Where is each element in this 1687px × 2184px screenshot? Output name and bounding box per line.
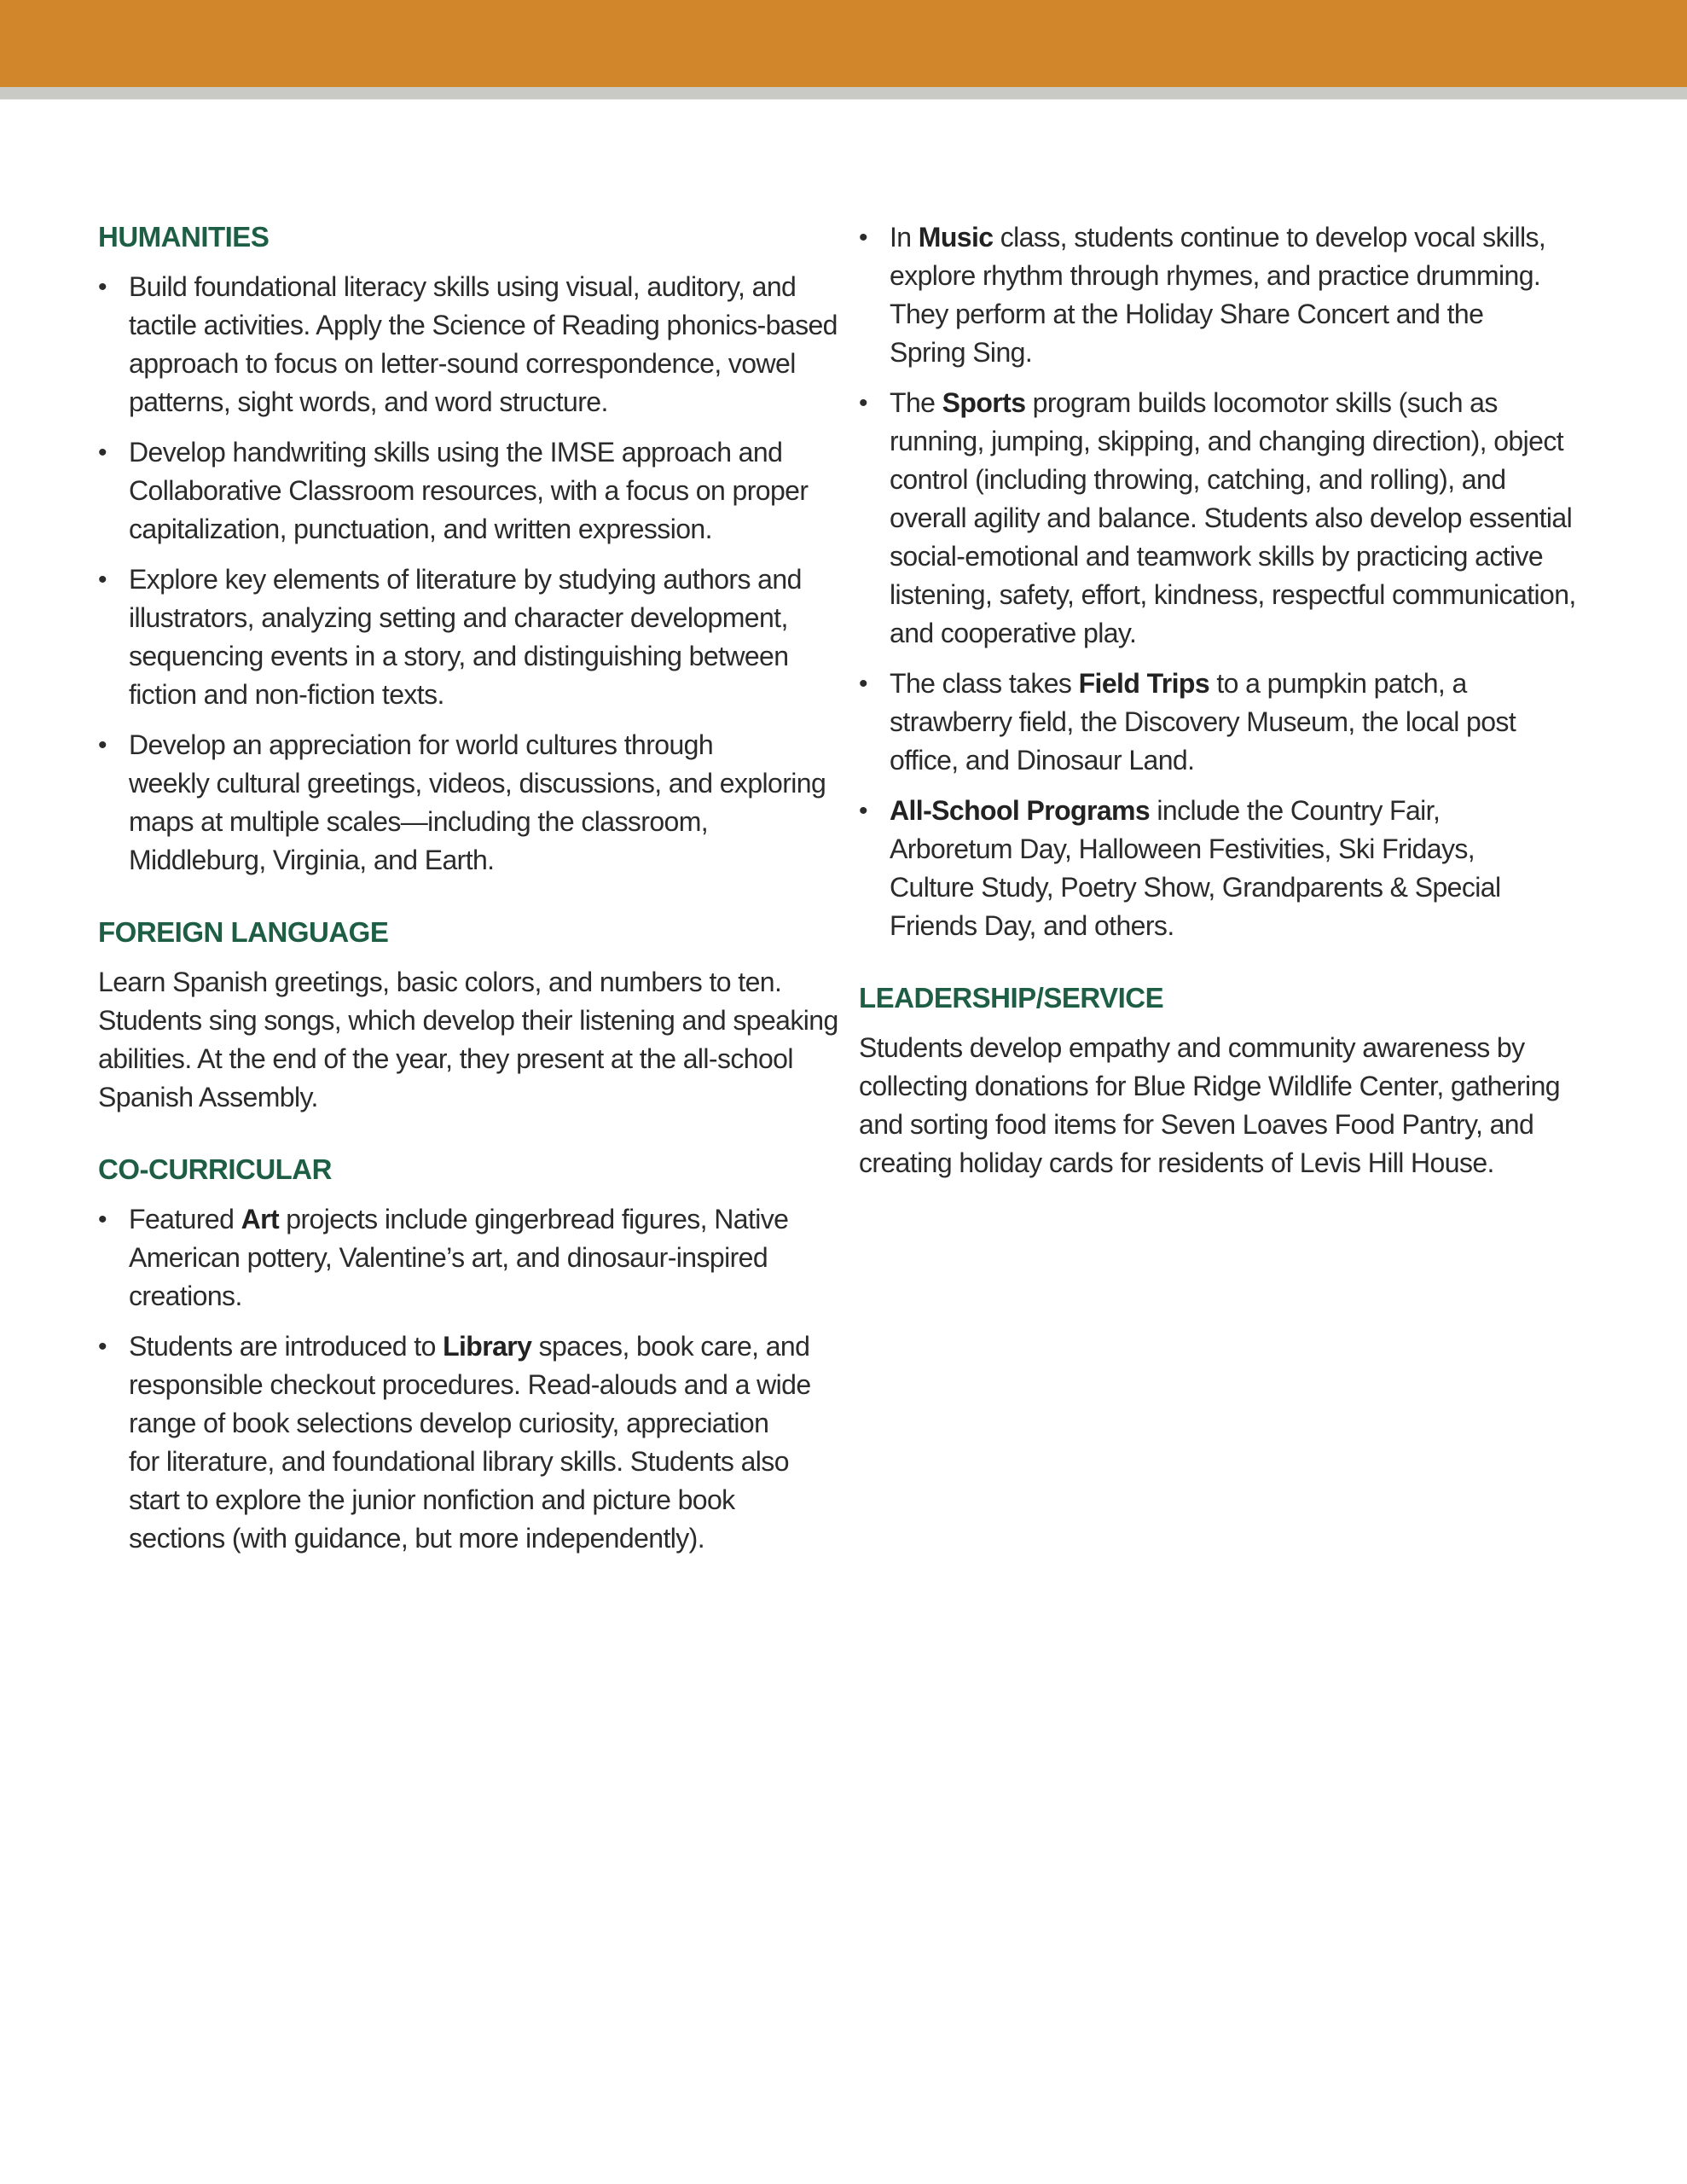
bullet-line — [890, 334, 1601, 372]
paragraph-line: creating holiday cards for residents of Levis Hill House. — [859, 1147, 1494, 1178]
line-text: fiction and non-fiction texts. — [129, 679, 444, 710]
line-text: overall agility and balance. Students also develop essential — [890, 502, 1573, 533]
bullet-line — [129, 561, 840, 599]
line-text: capitalization, punctuation, and written expression. — [129, 514, 712, 544]
line-text: maps at multiple scales—including the classroom, — [129, 806, 709, 837]
bullet-item — [98, 726, 840, 880]
paragraph-line: Students develop empathy and community awareness by — [859, 1032, 1525, 1063]
bullet-item — [859, 665, 1601, 780]
top-gray-rule — [0, 87, 1687, 100]
co-curricular-continued-bullet-list — [859, 218, 1601, 945]
bullet-line — [129, 803, 840, 841]
bullet-line — [129, 1404, 840, 1443]
bullet-line — [129, 1519, 840, 1558]
bullet-item — [98, 433, 840, 549]
line-text: Arboretum Day, Halloween Festivities, Ski Fridays, — [890, 834, 1475, 864]
bullet-line — [890, 257, 1601, 295]
bullet-line — [890, 384, 1601, 422]
bullet-line — [129, 637, 840, 676]
bullet-line — [890, 741, 1601, 780]
bullet-line — [890, 830, 1601, 868]
left-column — [98, 218, 840, 1592]
line-text: class, students continue to develop vocal skills, — [993, 222, 1546, 253]
bold-keyword: Library — [443, 1331, 532, 1362]
bold-keyword: Field Trips — [1078, 668, 1210, 699]
bullet-line — [129, 1366, 840, 1404]
bullet-dot-icon: • — [859, 670, 868, 698]
paragraph-line: Spanish Assembly. — [98, 1082, 318, 1112]
bullet-line — [129, 1327, 840, 1366]
line-text: illustrators, analyzing setting and character development, — [129, 602, 788, 633]
line-text: listening, safety, effort, kindness, respectful communication, — [890, 579, 1576, 610]
bullet-line — [129, 383, 840, 421]
bullet-line — [890, 537, 1601, 576]
top-accent-band — [0, 0, 1687, 87]
bullet-line — [129, 306, 840, 345]
co-curricular-bullet-list — [98, 1200, 840, 1558]
bullet-line — [129, 1239, 840, 1277]
foreign-language-paragraph — [98, 963, 840, 1117]
line-text: The class takes — [890, 668, 1079, 699]
line-text: Develop handwriting skills using the IMSE approach and — [129, 437, 783, 468]
line-text: range of book selections develop curiosity, appreciation — [129, 1408, 769, 1438]
line-text: and cooperative play. — [890, 618, 1137, 648]
line-text: patterns, sight words, and word structure. — [129, 386, 608, 417]
line-text: Explore key elements of literature by studying authors and — [129, 564, 802, 595]
bullet-item — [859, 384, 1601, 653]
bullet-line — [129, 1443, 840, 1481]
section-co-curricular-continued — [859, 218, 1601, 945]
section-heading-co-curricular: CO-CURRICULAR — [98, 1153, 332, 1185]
bullet-line — [890, 703, 1601, 741]
bullet-dot-icon: • — [98, 566, 107, 594]
bullet-line — [890, 218, 1601, 257]
bullet-item — [859, 218, 1601, 372]
section-co-curricular — [98, 1151, 840, 1558]
line-text: program builds locomotor skills (such as — [1025, 387, 1498, 418]
line-text: weekly cultural greetings, videos, discussions, and exploring — [129, 768, 826, 799]
bullet-dot-icon: • — [859, 389, 868, 417]
line-text: sequencing events in a story, and distinguishing between — [129, 641, 789, 671]
line-text: Culture Study, Poetry Show, Grandparents & Special — [890, 872, 1501, 903]
bullet-dot-icon: • — [98, 273, 107, 301]
bullet-line — [890, 422, 1601, 461]
bullet-line — [129, 764, 840, 803]
bullet-line — [129, 472, 840, 510]
line-text: start to explore the junior nonfiction and picture book — [129, 1484, 735, 1515]
line-text: In — [890, 222, 919, 253]
bullet-line — [890, 665, 1601, 703]
line-text: Students are introduced to — [129, 1331, 443, 1362]
line-text: projects include gingerbread figures, Native — [279, 1204, 789, 1234]
section-heading-foreign-language: FOREIGN LANGUAGE — [98, 916, 389, 948]
right-column — [859, 218, 1601, 1217]
bullet-line — [890, 499, 1601, 537]
line-text: for literature, and foundational library skills. Students also — [129, 1446, 789, 1477]
bullet-line — [129, 433, 840, 472]
line-text: Build foundational literacy skills using visual, auditory, and — [129, 271, 797, 302]
bullet-dot-icon: • — [98, 731, 107, 759]
line-text: Featured — [129, 1204, 241, 1234]
bullet-line — [129, 510, 840, 549]
bullet-line — [890, 295, 1601, 334]
line-text: Middleburg, Virginia, and Earth. — [129, 845, 495, 875]
bullet-line — [890, 792, 1601, 830]
bullet-dot-icon: • — [98, 1333, 107, 1361]
bullet-line — [129, 841, 840, 880]
leadership-service-paragraph — [859, 1029, 1601, 1182]
bullet-item — [98, 561, 840, 714]
bullet-item — [98, 1200, 840, 1316]
section-foreign-language — [98, 914, 840, 1117]
paragraph-line: and sorting food items for Seven Loaves Food Pantry, and — [859, 1109, 1534, 1140]
bullet-line — [890, 907, 1601, 945]
line-text: Collaborative Classroom resources, with a focus on proper — [129, 475, 809, 506]
line-text: American pottery, Valentine’s art, and dinosaur-inspired — [129, 1242, 768, 1273]
paragraph-line: Students sing songs, which develop their listening and speaking — [98, 1005, 838, 1036]
section-humanities — [98, 218, 840, 880]
bullet-dot-icon: • — [98, 1205, 107, 1234]
paragraph-line: Learn Spanish greetings, basic colors, and numbers to ten. — [98, 967, 782, 997]
bold-keyword: Music — [918, 222, 994, 253]
line-text: to a pumpkin patch, a — [1209, 668, 1467, 699]
line-text: office, and Dinosaur Land. — [890, 745, 1195, 775]
line-text: tactile activities. Apply the Science of Reading phonics-based — [129, 310, 838, 340]
line-text: explore rhythm through rhymes, and practice drumming. — [890, 260, 1541, 291]
section-leadership-service — [859, 979, 1601, 1182]
bold-keyword: Art — [241, 1204, 279, 1234]
bullet-line — [890, 868, 1601, 907]
line-text: Develop an appreciation for world cultures through — [129, 729, 714, 760]
bullet-line — [129, 599, 840, 637]
bullet-item — [859, 792, 1601, 945]
line-text: control (including throwing, catching, and rolling), and — [890, 464, 1506, 495]
bullet-line — [129, 268, 840, 306]
line-text: Spring Sing. — [890, 337, 1033, 368]
bullet-line — [129, 1277, 840, 1316]
bold-keyword: Sports — [942, 387, 1026, 418]
section-heading-leadership-service: LEADERSHIP/SERVICE — [859, 982, 1164, 1014]
line-text: approach to focus on letter-sound correspondence, vowel — [129, 348, 796, 379]
paragraph-line: abilities. At the end of the year, they present at the all-school — [98, 1043, 793, 1074]
bullet-line — [129, 345, 840, 383]
line-text: The — [890, 387, 942, 418]
bullet-dot-icon: • — [98, 439, 107, 467]
line-text: creations. — [129, 1281, 242, 1311]
bullet-line — [129, 726, 840, 764]
humanities-bullet-list — [98, 268, 840, 880]
bullet-dot-icon: • — [859, 797, 868, 825]
line-text: social-emotional and teamwork skills by practicing active — [890, 541, 1544, 572]
bullet-line — [129, 676, 840, 714]
bold-keyword: All-School Programs — [890, 795, 1151, 826]
bullet-item — [98, 1327, 840, 1558]
line-text: They perform at the Holiday Share Concert and the — [890, 299, 1484, 329]
line-text: running, jumping, skipping, and changing direction), object — [890, 426, 1564, 456]
line-text: sections (with guidance, but more independently). — [129, 1523, 705, 1554]
bullet-line — [129, 1481, 840, 1519]
line-text: responsible checkout procedures. Read-alouds and a wide — [129, 1369, 811, 1400]
line-text: include the Country Fair, — [1150, 795, 1441, 826]
bullet-dot-icon: • — [859, 224, 868, 252]
section-heading-humanities: HUMANITIES — [98, 221, 270, 253]
line-text: strawberry field, the Discovery Museum, the local post — [890, 706, 1516, 737]
bullet-line — [129, 1200, 840, 1239]
line-text: spaces, book care, and — [531, 1331, 810, 1362]
bullet-line — [890, 614, 1601, 653]
bullet-line — [890, 576, 1601, 614]
line-text: Friends Day, and others. — [890, 910, 1174, 941]
paragraph-line: collecting donations for Blue Ridge Wildlife Center, gathering — [859, 1071, 1560, 1101]
bullet-item — [98, 268, 840, 421]
bullet-line — [890, 461, 1601, 499]
